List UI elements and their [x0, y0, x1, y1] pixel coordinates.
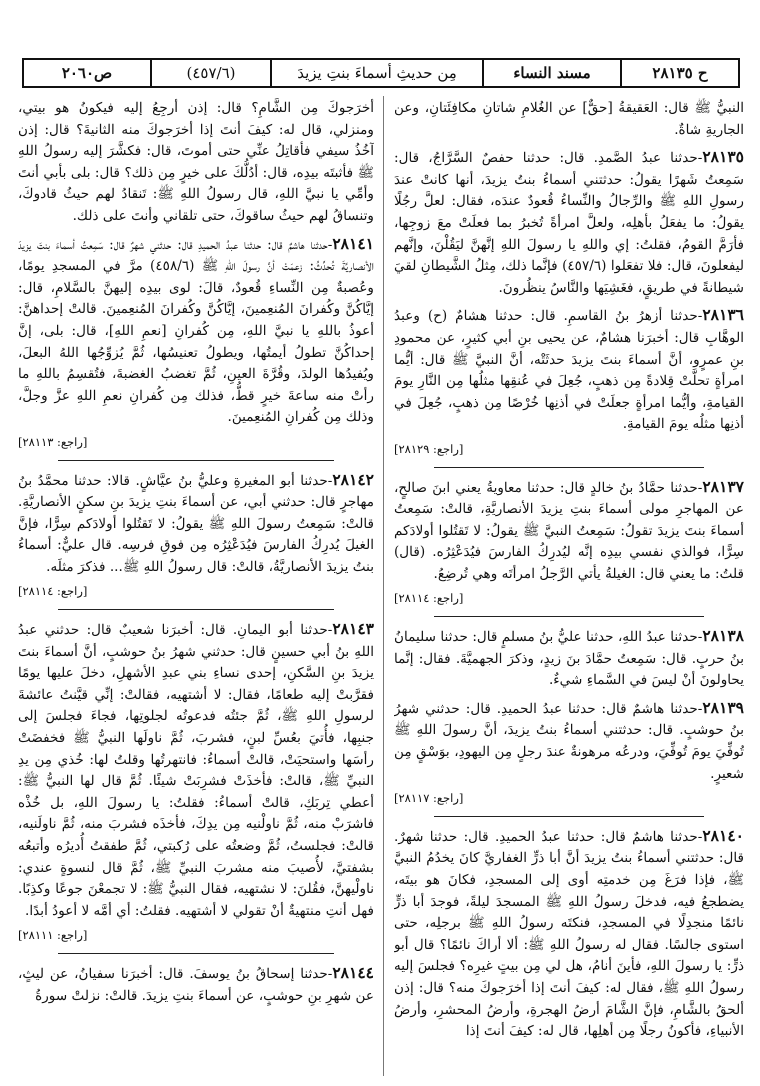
hadith-number: ٢٨١٤٠ [702, 825, 744, 845]
cross-reference: [راجع: ٢٨١١٣] [18, 434, 88, 449]
hadith-text: -حدثنا أبو المغيرةِ وعليُّ بنُ عيَّاشٍ. قالا: حدثنا محمَّدُ بنُ مهاجرٍ قال: حدثني أبي، عن أسماءَ بنتِ يزيدَ بنِ سكنٍ الأنصاريَّةِ. قالتْ: سَمِعتُ رسولَ اللهِ ﷺ يقولُ: لا تَقتُلوا أولادَكم سِرًّا، فإنَّ الغيلَ يُدرِكُ الفارسَ فيُدَعْثِرُه مِن فوقِ فرسِه. قال عليٌّ: أسماءُ بنتُ يزيدَ الأنصاريَّةُ، قالتْ: قال رسولُ اللهِ ﷺ... فذكرَ مثلَه. [18, 472, 374, 575]
continued-text: أخرَجوكَ مِن الشَّامِ؟ قال: إذن أرجِعُ إليه فيكونُ هو بيتي، ومنزلي، قال له: كيفَ أنتَ إذا أخرَجوكَ منه الثانيةَ؟ قال: إذن آخُذُ سيفي فأقاتِلُ عنِّي حتى أموتَ، قال: فكشَّرَ إليه رسولُ اللهِ ﷺ فأثبتَه بيدِه، قال: أدُلُّكَ على خيرٍ مِن ذلك؟ قال: بلى بأبي أنتَ وأمِّي يا نبيَّ اللهِ، قال رسولُ اللهِ ﷺ: تَنقادُ لهم حيثُ قادوكَ، وتنساقُ لهم حيثُ ساقوكَ، حتى تلقاني وأنتَ على ذلك. [18, 100, 374, 224]
hadith-28141 [18, 233, 374, 429]
hadith-text: -حدثنا هاشمٌ قال: حدثنا عبدُ الحميدِ قال: حدثني شهرٌ قال: سَمِعتُ أسماءَ بنتَ يزيدَ الأنصاريَّةَ تُحدِّثُ: زعمَتْ أنَّ رسولَ اللهِ ﷺ (٤٥٨/٦) مرَّ في المسجدِ يومًا، وعُصبةٌ مِن النِّساءِ قُعودٌ، قالَ: لوى بيدِه إليهنَّ بالسَّلامِ، قال: إيَّاكُنَّ وكُفرانَ المُنعِمينَ، إيَّاكُنَّ وكُفرانَ المُنعِمينَ. قالتْ إحداهنَّ: أعوذُ باللهِ يا نبيَّ اللهِ، مِن كُفرانِ [نعمِ اللهِ]، قال: بلى، إنَّ إحداكُنَّ تطولُ أيمتُها، ويطولُ تعنيسُها، ثُمَّ يُزوِّجُها اللهُ البعلَ، ويُفيدُها الولدَ، وقُرَّةَ العينِ، ثُمَّ تغضبُ الغضبةَ، فتُقسِمُ باللهِ ما رأتْ منه ساعةَ خيرٍ قطُّ، فذلك مِن كُفرانِ نعمِ اللهِ عزَّ وجلَّ، وذلك مِن كُفرانِ المُنعِمينَ. [18, 236, 374, 426]
hadith-28140 [394, 825, 744, 1043]
separator [434, 816, 704, 817]
hadith-text: -حدثنا أبو اليمانِ. قال: أخبرَنا شعيبٌ قال: حدثني عبدُ اللهِ بنُ أبي حسينٍ قال: حدثني شهرُ بنُ حوشبٍ، أنَّ أسماءَ بنتَ يزيدَ بنِ السَّكنِ، إحدى نساءِ بني عبدِ الأشهلِ، دخلَ عليها يومًا فقرَّبتْ إليه طعامًا، فقال: لا أشتهيه، فقالتْ: إنِّي قيَّنتُ عائشةَ لرسولِ اللهِ ﷺ، ثُمَّ جئتُه فدعوتُه لجلوتِها، فجاءَ فجلسَ إلى جنبِها، فأُتيَ بعُسِّ لبنٍ، فشربَ، ثُمَّ ناولَها النبيُّ ﷺ فخفضَتْ رأسَها واستحيَتْ، قالتْ أسماءُ: فانتهرتُها وقلتُ لها: خُذي مِن يدِ النبيِّ ﷺ، قالتْ: فأخذَتْ فشرِبَتْ شيئًا. ثُمَّ قال لها النبيُّ ﷺ: أعطي تِربَكِ، قالتْ أسماءُ: فقلتُ: يا رسولَ اللهِ، بل خُذْه فاشرَبْ منه، ثُمَّ ناولْنيه مِن يدِكَ، فأخذَه فشربَ منه، ثُمَّ ناولَنيه، قالتْ: فجلستُ، ثُمَّ وضعتُه على رُكبتي، ثُمَّ طفقتُ أُديرُه وأتبعُه بشفتيَّ، لأُصيبَ منه مشربَ النبيِّ ﷺ، ثُمَّ قال لنسوةٍ عندي: ناولْيهنَّ، فقُلنَ: لا نشتهيه، فقال النبيُّ ﷺ: لا تجمعْنَ جوعًا وكذِبًا. فهل أنتِ منتهيةٌ أنْ تقولي لا أشتهيه. فقلتُ: أي أمَّه لا أعودُ أبدًا. [18, 622, 374, 919]
separator [58, 460, 334, 461]
hadith-text: -حدثنا هاشمٌ قال: حدثنا عبدُ الحميدِ. قال: حدثنا شهرٌ. قال: حدثتني أسماءُ بنتُ يزيدَ أنَّ أبا ذرٍّ الغفاريَّ كانَ يخدُمُ النبيَّ ﷺ، فإذا فرَغَ مِن خدمتِه أوى إلى المسجدِ، فكانَ هو بيتَه، يضطجعُ فيه، فدخلَ رسولُ اللهِ ﷺ المسجدَ ليلةً، فوجدَ أبا ذرٍّ نائمًا منجدِلًا في المسجدِ، فنكتَه رسولُ اللهِ ﷺ برجلِه، حتى استوى جالسًا. فقال له رسولُ اللهِ ﷺ: ألا أراكَ نائمًا؟ قال أبو ذرٍّ: يا رسولَ اللهِ، فأينَ أنامُ، هل لي مِن بيتٍ غيرِه؟ فجلسَ إليه رسولُ اللهِ ﷺ، فقال له: كيفَ أنتَ إذا أخرَجوكَ منه؟ قال: إذن ألحقُ بالشَّامِ، فإنَّ الشَّامَ أرضُ الهجرةِ، وأرضُ المحشرِ، وأرضُ الأنبياءِ، فأكونُ رجلًا مِن أهلِها، قال له: كيفَ أنتَ إذا [394, 828, 744, 1040]
left-column [18, 98, 374, 1073]
hadith-number: ٢٨١٤٣ [332, 619, 374, 639]
hadith-28135 [394, 146, 744, 299]
hadith-28137 [394, 476, 744, 586]
hadith-text: -حدثنا حمَّادُ بنُ خالدٍ قال: حدثنا معاويةُ يعني ابنَ صالحٍ، عن المهاجرِ مولى أسماءَ بنتِ يزيدَ الأنصاريَّةِ، قالتْ: سَمِعتُ أسماءَ بنتَ يزيدَ تقولُ: سَمِعتُ النبيَّ ﷺ يقولُ: لا تَقتُلوا أولادَكم سِرًّا، فوالذي نفسي بيدِه إنَّه ليُدرِكُ الفارسَ فيُدَعْثِرُه. (قال) قلتُ: ما يعني قال: الغيلةُ يأتي الرَّجلُ امرأتَه وهي تُرضِعُ. [394, 479, 744, 582]
hadith-text: -حدثنا عبدُ اللهِ، حدثنا عليُّ بنُ مسلمٍ قال: حدثنا سليمانُ بنُ حربٍ. قال: سَمِعتُ حمَّادَ بنَ زيدٍ، وذكرَ الجهميَّةَ. فقال: إنَّما يحاولونَ أنْ ليسَ في السَّماءِ شيءٌ. [394, 629, 744, 689]
hadith-28142 [18, 469, 374, 579]
cross-reference: [راجع: ٢٨١١٧] [394, 791, 464, 806]
header-hadith-number: ح ٢٨١٣٥ [620, 60, 738, 86]
cross-reference: [راجع: ٢٨١١١] [18, 928, 88, 943]
separator [58, 953, 334, 954]
separator [58, 609, 334, 610]
cross-reference: [راجع: ٢٨١٢٩] [394, 441, 464, 456]
header-page-number: ص٢٠٦٠ [61, 64, 113, 82]
hadith-28144 [18, 962, 374, 1007]
hadith-text: -حدثنا إسحاقُ بنُ يوسفَ. قال: أخبرَنا سفيانُ، عن ليثٍ، عن شهرِ بنِ حوشبٍ، عن أسماءَ بنتِ يزيدَ. قالتْ: نزلتْ سورةُ [18, 965, 374, 1004]
hadith-number: ٢٨١٣٥ [702, 147, 744, 167]
continued-text: النبيُّ ﷺ قال: العَقيقةُ [حقٌّ] عن الغُلامِ شاتانِ مكافِئَتانِ، وعن الجاريةِ شاةٌ. [394, 100, 744, 138]
running-header [22, 58, 740, 88]
hadith-number: ٢٨١٣٩ [702, 697, 744, 717]
hadith-number: ٢٨١٤٢ [332, 469, 374, 489]
hadith-text: -حدثنا هاشمٌ قال: حدثنا عبدُ الحميدِ. قال: حدثني شهرُ بنُ حوشبٍ. قال: حدثتني أسماءُ بنتُ يزيدَ، أنَّ رسولَ اللهِ ﷺ تُوفِّيَ يومَ تُوفِّيَ، ودرعُه مرهونةٌ عندَ رجلٍ مِن اليهودِ، بوَسْقٍ مِن شعيرٍ. [394, 700, 744, 782]
cross-reference: [راجع: ٢٨١١٤] [18, 584, 88, 599]
cross-reference: [راجع: ٢٨١١٤] [394, 591, 464, 606]
separator [434, 616, 704, 617]
hadith-number: ٢٨١٣٨ [702, 626, 744, 646]
hadith-28143 [18, 618, 374, 922]
hadith-number: ٢٨١٣٦ [702, 305, 744, 325]
hadith-28138 [394, 625, 744, 692]
header-musnad-title: مسند النساء [482, 60, 620, 86]
hadith-number: ٢٨١٤١ [332, 233, 374, 253]
hadith-text: -حدثنا عبدُ الصَّمدِ. قال: حدثنا حفصٌ السَّرَّاجُ، قال: سَمِعتُ شَهرًا يقولُ: حدثتني أسماءُ بنتُ يزيدَ، أنها كانتْ عندَ رسولِ اللهِ ﷺ والرِّجالُ والنِّساءُ قُعودٌ عندَه، فقال: لعلَّ رجُلًا يقولُ: ما يفعَلُ بأهلِه، ولعلَّ امرأةً تُخبرُ بما فعلَتْ معَ زوجِها، فأرَمَّ القومُ، فقلتُ: إي واللهِ يا رسولَ اللهِ إنَّهنَّ ليَقُلْنَ، وإنَّهم ليفعلونَ، قال: فلا تفعَلوا (٤٥٧/٦) فإنَّما ذلك، مِثلُ الشَّيطانِ لقيَ شيطانةً في طريقٍ، فغَشِيَها والنَّاسُ ينظُرونَ. [394, 150, 744, 296]
header-section-title: مِن حديثِ أسماءَ بنتِ يزيدَ [270, 60, 482, 86]
column-divider [383, 96, 384, 1076]
hadith-number: ٢٨١٤٤ [332, 962, 374, 982]
hadith-28136 [394, 304, 744, 436]
hadith-28139 [394, 697, 744, 785]
header-volume-ref: (٤٥٧/٦) [150, 60, 270, 86]
hadith-number: ٢٨١٣٧ [702, 476, 744, 496]
separator [434, 467, 704, 468]
hadith-text: -حدثنا أزهرُ بنُ القاسمِ. قال: حدثنا هشامٌ (ح) وعبدُ الوهَّابِ قال: أخبرَنا هشامٌ، عن يحيى بنِ أبي كثيرٍ، عن محمودِ بنِ عمرٍو، أنَّ أسماءَ بنتَ يزيدَ حدثَتْه، أنَّ النبيَّ ﷺ قال: أيُّما امرأةٍ تحلَّتْ قِلادةً مِن ذهبٍ، جُعِلَ في عُنقِها مثلُها مِن النَّارِ يومَ القيامةِ، وأيُّما امرأةٍ جعلَتْ في أذنِها خُرْصًا مِن ذهبٍ، جُعِلَ في أذنِها مثلُه يومَ القيامةِ. [394, 308, 744, 433]
right-column [394, 98, 744, 1073]
